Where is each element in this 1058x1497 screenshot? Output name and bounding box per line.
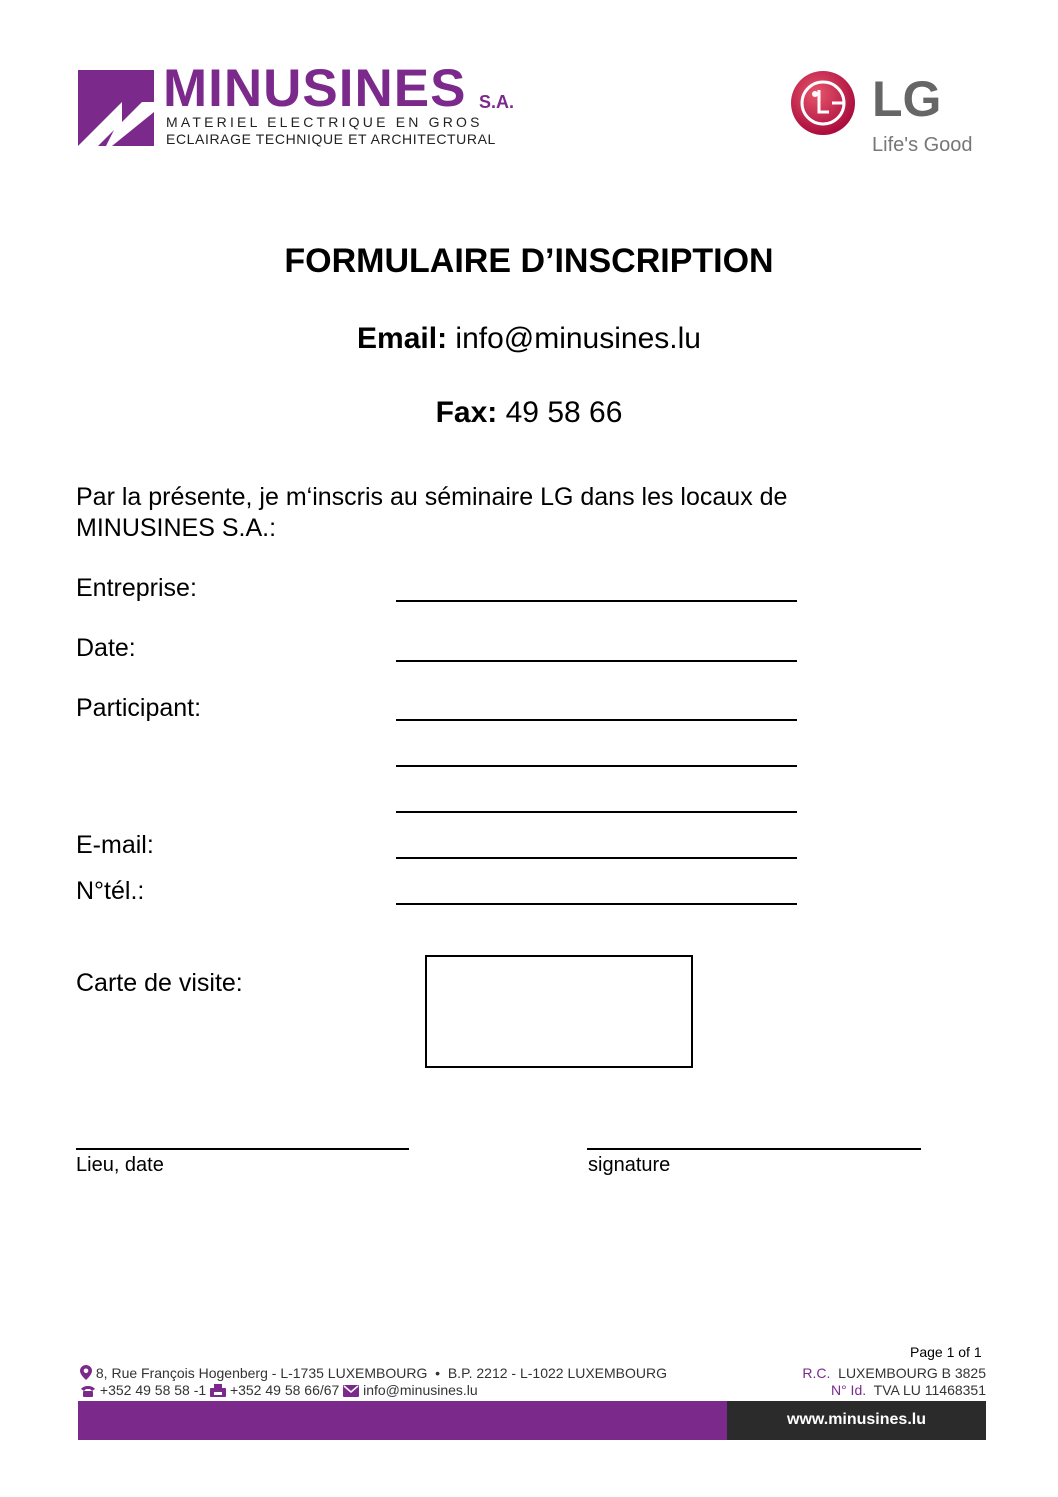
participant-field-2[interactable] [396,765,797,767]
form-title: FORMULAIRE D’INSCRIPTION [284,242,774,280]
company-tagline-1: MATERIEL ELECTRIQUE EN GROS [166,114,483,130]
footer-vat [831,1382,986,1398]
lg-logo-icon [790,70,856,136]
lg-logo-text: LG [872,71,942,127]
footer-address: 8, Rue François Hogenberg - L-1735 LUXEMBOURG [95,1365,428,1381]
email-label: Email: [357,322,448,355]
email-field-label: E-mail: [76,831,154,859]
company-tagline-2: ECLAIRAGE TECHNIQUE ET ARCHITECTURAL [166,131,496,147]
rc-label: R.C. [802,1365,831,1381]
email-field[interactable] [396,857,797,859]
bullet-separator: • [431,1365,444,1381]
intro-text: Par la présente, je m‘inscris au séminaire LG dans les locaux de MINUSINES S.A.: [76,483,788,542]
footer-bar-purple [78,1401,727,1440]
email-value: info@minusines.lu [447,322,701,355]
signature-line[interactable] [587,1148,921,1150]
footer-rc [802,1365,986,1381]
company-suffix: S.A. [479,92,515,112]
place-date-label: Lieu, date [76,1154,164,1176]
fax-value: 49 58 66 [497,396,623,429]
website-link[interactable]: www.minusines.lu [787,1411,926,1428]
signature-label: signature [588,1154,671,1176]
location-pin-icon [80,1365,92,1380]
date-label: Date: [76,634,136,662]
rc-value: LUXEMBOURG B 3825 [838,1365,986,1381]
footer-contact-line [80,1382,478,1398]
contact-email [0,322,1058,356]
date-field[interactable] [396,660,797,662]
footer-email[interactable]: info@minusines.lu [363,1382,478,1398]
lg-slogan: Life's Good [872,134,973,156]
phone-icon [80,1385,96,1397]
footer-address-line [80,1365,667,1381]
fax-icon [210,1384,226,1397]
minusines-logo-mark-icon [78,70,154,146]
entreprise-field[interactable] [396,600,797,602]
company-name: MINUSINES [163,59,467,118]
place-date-line[interactable] [76,1148,409,1150]
envelope-icon [343,1385,359,1397]
footer-phone: +352 49 58 58 -1 [99,1382,207,1398]
id-value: TVA LU 11468351 [873,1382,986,1398]
card-label: Carte de visite: [76,969,243,997]
participant-field-1[interactable] [396,719,797,721]
fax-label: Fax: [435,396,498,429]
contact-fax [0,396,1058,430]
participant-field-3[interactable] [396,811,797,813]
business-card-box[interactable] [425,955,693,1068]
tel-field[interactable] [396,903,797,905]
tel-label: N°tél.: [76,877,145,905]
entreprise-label: Entreprise: [76,574,197,602]
page-number: Page 1 of 1 [910,1344,982,1360]
participant-label: Participant: [76,694,202,722]
id-label: N° Id. [830,1382,867,1398]
footer-bp: B.P. 2212 - L-1022 LUXEMBOURG [447,1365,668,1381]
footer-fax: +352 49 58 66/67 [229,1382,340,1398]
